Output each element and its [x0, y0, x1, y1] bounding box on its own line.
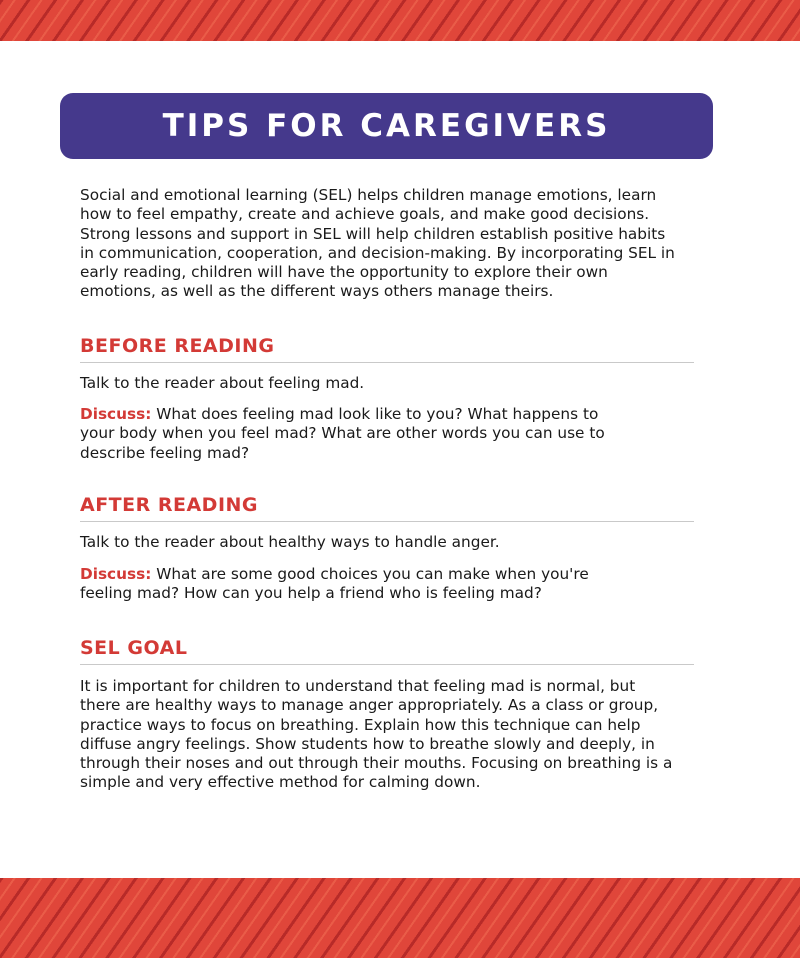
after-reading-divider [80, 521, 694, 522]
decorative-bottom-band [0, 878, 800, 958]
before-reading-discuss [80, 405, 620, 463]
discuss-text: What does feeling mad look like to you? What happens to your body when you feel mad? What are other words you can use to describe feeling mad? [80, 405, 605, 462]
page-title: TIPS FOR CAREGIVERS [162, 108, 611, 144]
before-reading-divider [80, 362, 694, 363]
after-reading-discuss [80, 565, 610, 604]
before-reading-heading: BEFORE READING [80, 335, 275, 357]
after-reading-heading: AFTER READING [80, 494, 259, 516]
after-reading-prompt: Talk to the reader about healthy ways to handle anger. [80, 533, 500, 551]
title-banner [60, 93, 713, 159]
discuss-label: Discuss: [80, 405, 152, 423]
discuss-text: What are some good choices you can make when you're feeling mad? How can you help a friend who is feeling mad? [80, 565, 589, 603]
decorative-top-band [0, 0, 800, 41]
sel-goal-divider [80, 664, 694, 665]
sel-goal-heading: SEL GOAL [80, 637, 188, 659]
intro-paragraph: Social and emotional learning (SEL) helps children manage emotions, learn how to feel empathy, create and achieve goals, and make good decisions. Strong lessons and support in SEL will help children establish positive habits in communication, cooperation, and decision-making. By incorporating SEL in early reading, children will have the opportunity to explore their own emotions, as well as the different ways others manage theirs. [80, 186, 675, 301]
sel-goal-paragraph: It is important for children to understand that feeling mad is normal, but there are healthy ways to manage anger appropriately. As a class or group, practice ways to focus on breathing. Explain how this technique can help diffuse angry feelings. Show students how to breathe slowly and deeply, in through their noses and out through their mouths. Focusing on breathing is a simple and very effective method for calming down. [80, 677, 673, 792]
before-reading-prompt: Talk to the reader about feeling mad. [80, 374, 365, 392]
discuss-label: Discuss: [80, 565, 152, 583]
